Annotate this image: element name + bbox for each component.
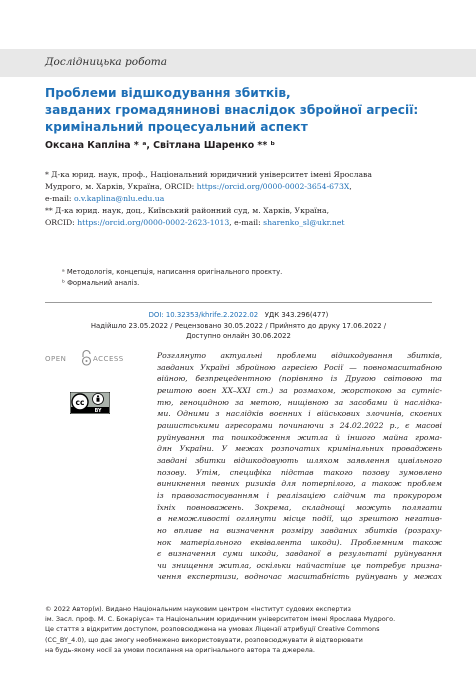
affiliations — [45, 169, 445, 229]
dates-line2: Доступно онлайн 30.06.2022 — [186, 332, 291, 340]
footer-line: © 2022 Автор(и). Видано Національним науковим центром «Інститут судових експертиз — [45, 605, 351, 613]
orcid-link-a[interactable]: https://orcid.org/0000-0002-3654-673X — [196, 182, 350, 191]
by-label: BY — [94, 409, 102, 414]
contribution-b: ᵇ Формальний аналіз. — [62, 279, 140, 287]
abstract-line: позову. Утім, специфіка підстав такого позову зумовлено — [157, 467, 442, 477]
title-line: завданих громадянинові внаслідок збройної агресії: — [45, 103, 419, 117]
affiliation-a-line1: * Д-ка юрид. наук, проф., Національний юридичний університет імені Ярослава — [45, 170, 372, 179]
abstract-line: завдані збитки відшкодовують шляхом заявлення цивільного — [157, 455, 442, 465]
abstract-line: є визначення суми шкоди, завданої в результаті руйнування — [157, 549, 442, 559]
abstract-line: в неможливості оглянути місце події, що зрештою негатив- — [157, 514, 442, 524]
title-line: кримінальний процесуальний аспект — [45, 120, 308, 134]
abstract-line: війною, безпрецедентною (порівняно із Другою світовою та — [157, 374, 442, 384]
dates-line1: Надійшло 23.05.2022 / Рецензовано 30.05.2022 / Прийнято до друку 17.06.2022 / — [90, 321, 387, 330]
abstract-line: руйнування та пошкодження житла й іншого майна грома- — [157, 432, 442, 442]
affiliation-b-line1: ** Д-ка юрид. наук, доц., Київський районний суд, м. Харків, Україна, — [45, 206, 330, 215]
open-access-left: OPEN — [45, 355, 67, 363]
contributions — [62, 267, 282, 289]
affiliation-a-email — [45, 193, 445, 205]
section-header — [0, 49, 476, 77]
open-access-right: ACCESS — [93, 355, 124, 363]
article-meta — [45, 310, 432, 342]
abstract-line: дян України. У межах розпочатих кримінальних проваджень — [157, 444, 442, 454]
abstract-line: із правозастосуванням і реалізацією слідчим та прокурором — [157, 490, 442, 500]
doi-line — [45, 310, 432, 321]
abstract-line: чи знищення житла, оскільки найчастіше це потребує призна- — [157, 560, 442, 570]
abstract-line: но впливе на визначення розміру завданих збитків (розраху- — [157, 525, 442, 535]
email-link-b[interactable]: sharenko_sl@ukr.net — [263, 218, 345, 227]
abstract-line: завданих Україні збройною агресією Росії — повномасштабною — [157, 362, 442, 372]
cc-label: cc — [75, 398, 85, 407]
abstract-line: ми. Одними з наслідків воєнних і військових злочинів, скоєних — [157, 409, 442, 419]
abstract-line: рештою воєн XX–XXI ст.) за розмахом, жорстокою за сутніс- — [157, 385, 442, 395]
email-prefix: e-mail: — [45, 194, 74, 203]
orcid-prefix: ORCID: — [45, 218, 78, 227]
section-label: Дослідницька робота — [45, 56, 168, 68]
abstract-line: нок матеріального еквівалента шкоди). Проблемним також — [157, 537, 442, 547]
doi-link[interactable]: DOI: 10.32353/khrife.2.2022.02 — [148, 311, 259, 319]
affiliation-b-line2 — [45, 217, 445, 229]
affiliation-a-line2 — [45, 181, 445, 193]
footer-line: (CC_BY_4.0), що дає змогу необмежено використовувати, розповсюджувати й відтворювати — [45, 635, 363, 644]
divider — [45, 302, 432, 303]
footer-line: Це стаття з відкритим доступом, розповсюджена на умовах Ліцензії атрибуції Creative Commons — [45, 625, 380, 634]
copyright-footer — [45, 604, 440, 655]
abstract-line: тю, геноцидною за метою, нищівною за засобами й наслідка- — [157, 397, 442, 407]
abstract-line: виникнення певних ризиків для потерпілого, а також проблем — [157, 479, 442, 489]
title-line: Проблеми відшкодування збитків, — [45, 86, 291, 100]
footer-line: ім. Засл. проф. М. С. Бокаріуса» та Національним юридичним університетом імені Ярослава Мудрого. — [45, 615, 396, 624]
abstract — [157, 350, 442, 583]
udc: УДК 343.296(477) — [264, 311, 329, 319]
cc-by-license-icon — [70, 392, 110, 414]
lock-icon — [83, 351, 91, 366]
abstract-line: їхніх повноважень. Зокрема, складнощі можуть полягати — [157, 502, 442, 512]
abstract-line: Розглянуто актуальні проблеми відшкодування збитків, — [157, 351, 442, 360]
email-prefix: , e-mail: — [229, 218, 264, 227]
abstract-line: рашистськими агресорами починаючи з 24.02.2022 р., є масові — [157, 420, 442, 430]
abstract-line: чення експертизи, водночас масштабність руйнувань у межах — [157, 572, 442, 582]
authors: Оксана Капліна * ᵃ, Світлана Шаренко ** ᵇ — [45, 140, 275, 151]
orcid-link-b[interactable]: https://orcid.org/0000-0002-2623-1013 — [77, 218, 230, 227]
footer-line: на будь-якому носії за умови посилання на оригінального автора та джерела. — [45, 645, 315, 654]
orcid-prefix: Мудрого, м. Харків, Україна, ORCID: — [45, 182, 197, 191]
separator: , — [349, 182, 352, 191]
open-access-icon — [45, 349, 125, 369]
contribution-a: ᵃ Методологія, концепція, написання оригінального проєкту. — [62, 268, 283, 276]
email-link-a[interactable]: o.v.kaplina@nlu.edu.ua — [73, 194, 165, 203]
article-title — [45, 85, 445, 136]
